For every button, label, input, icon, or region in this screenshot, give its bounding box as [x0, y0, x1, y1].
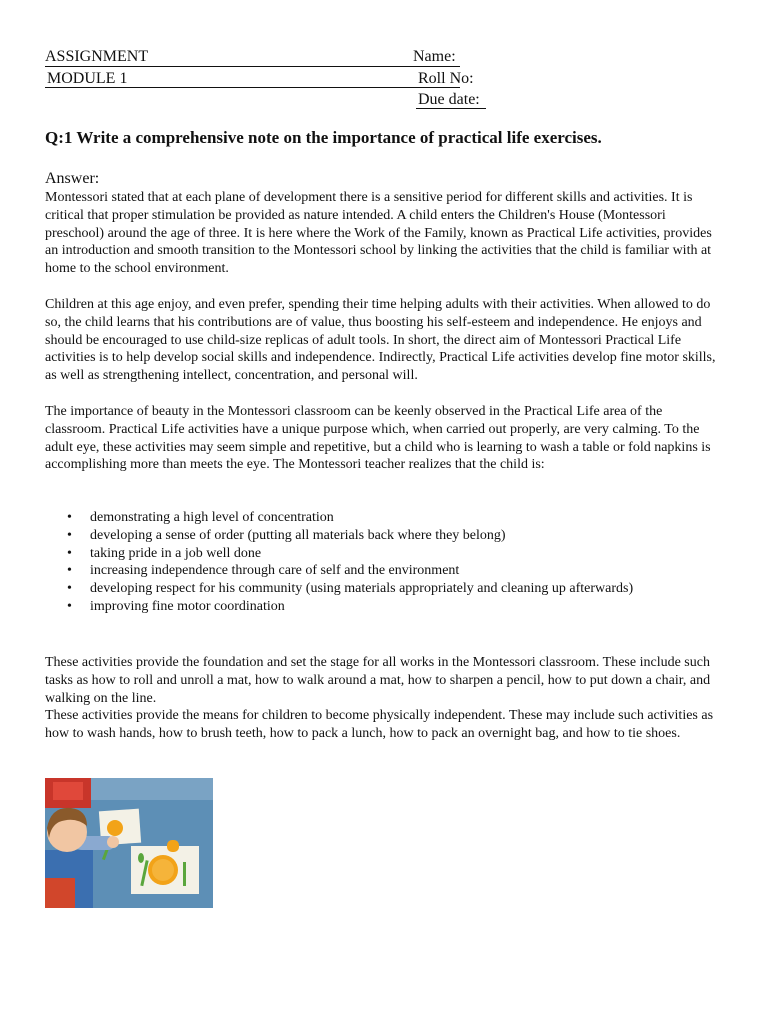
question-heading: Q:1 Write a comprehensive note on the importance of practical life exercises.: [45, 128, 602, 147]
header-rule-2: [45, 87, 460, 88]
list-item: • developing a sense of order (putting all materials back where they belong): [67, 527, 506, 543]
bullet-icon: •: [67, 581, 72, 597]
roll-no-label: Roll No:: [418, 70, 474, 87]
list-item: • demonstrating a high level of concentration: [67, 510, 334, 525]
due-date-label: Due date:: [418, 91, 480, 108]
paragraph-sensitive-period: Montessori stated that at each plane of development there is a sensitive period for different skills and activities. It is critical that proper stimulation be provided as nature intended. A child enters the Children's House (Montessori preschool) around the age of three. It is here where the Work of the Family, known as Practical Life activities, provides an introduction and smooth transition to the Montessori school by linking the activities that the child is familiar with at home to the school environment.: [45, 190, 712, 277]
child-setting-table-photo: [45, 778, 213, 908]
bullet-icon: •: [67, 510, 72, 525]
bullet-list: [45, 509, 725, 616]
bullet-icon: •: [67, 598, 72, 614]
list-item: • taking pride in a job well done: [67, 545, 262, 561]
list-item: • increasing independence through care of self and the environment: [67, 563, 460, 579]
bullet-icon: •: [67, 563, 72, 579]
bullet-icon: •: [67, 527, 72, 543]
header-rule-1: [45, 66, 460, 67]
paragraph-helping-adults: Children at this age enjoy, and even prefer, spending their time helping adults with their activities. When allowed to do so, the child learns that his contributions are of value, thus boosting his self-esteem and independence. He enjoys and should be encouraged to use child-size replicas of adult tools. In short, the direct aim of Montessori Practical Life activities is to help develop social skills and independence. Indirectly, Practical Life activities develop fine motor skills, as well as strengthening intellect, concentration, and personal will.: [45, 297, 716, 384]
due-date-underline: [416, 108, 486, 109]
assignment-label: ASSIGNMENT: [45, 48, 149, 65]
answer-label: Answer:: [45, 170, 100, 187]
paragraph-independence: These activities provide the means for children to become physically independent. These may include such activities as how to wash hands, how to brush teeth, how to pack a lunch, how to pack an overnight bag, and how to tie shoes.: [45, 708, 714, 741]
bullet-icon: •: [67, 545, 72, 561]
name-label: Name:: [413, 48, 456, 65]
module-label: MODULE 1: [47, 70, 128, 87]
paragraph-beauty: The importance of beauty in the Montessori classroom can be keenly observed in the Practical Life area of the classroom. Practical Life activities have a unique purpose which, when carried out properly, are very calming. To the adult eye, these activities may seem simple and repetitive, but a child who is learning to wash a table or fold napkins is accomplishing more than meets the eye. The Montessori teacher realizes that the child is:: [45, 404, 711, 473]
list-item: • improving fine motor coordination: [67, 598, 285, 614]
paragraph-foundation: These activities provide the foundation and set the stage for all works in the Montessori classroom. These include such tasks as how to roll and unroll a mat, how to walk around a mat, how to sharpen a pencil, how to put down a chair, and walking on the line.: [45, 655, 711, 706]
list-item: • developing respect for his community (using materials appropriately and cleaning up afterwards): [67, 581, 634, 597]
